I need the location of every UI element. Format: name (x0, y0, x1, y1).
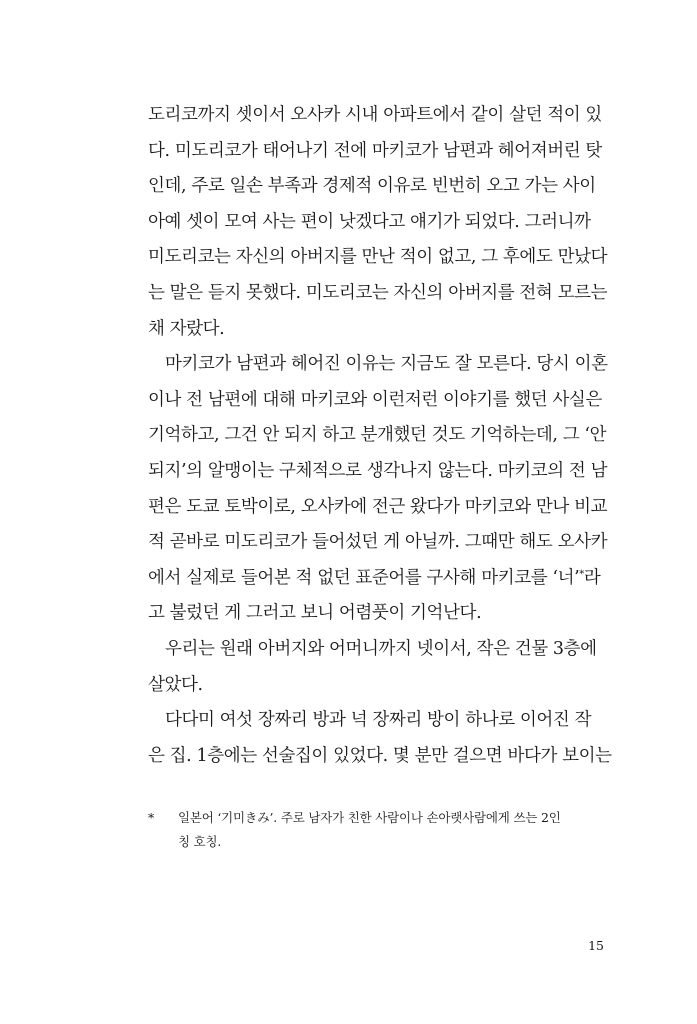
footnote-line: 일본어 ‘기미きみ’. 주로 남자가 친한 사람이나 손아랫사람에게 쓰는 2인 (178, 810, 561, 825)
text-line: 마키코가 남편과 헤어진 이유는 지금도 잘 모른다. 당시 이혼 (165, 354, 608, 375)
footnote-text (178, 806, 608, 854)
text-line: 은 집. 1층에는 선술집이 있었다. 몇 분만 걸으면 바다가 보이는 (148, 745, 612, 766)
text-line: 인데, 주로 일손 부족과 경제적 이유로 빈번히 오고 가는 사이 (148, 176, 596, 197)
text-line: 아예 셋이 모여 사는 편이 낫겠다고 얘기가 되었다. 그러니까 (148, 211, 591, 232)
text-line: 편은 도쿄 토박이로, 오사카에 전근 왔다가 마키코와 만나 비교 (148, 496, 608, 517)
footnote-row (148, 806, 608, 854)
text-line: 이나 전 남편에 대해 마키코와 이런저런 이야기를 했던 사실은 (148, 389, 602, 410)
text-line: 는 말은 듣지 못했다. 미도리코는 자신의 아버지를 전혀 모르는 (148, 282, 608, 303)
text-line: 살았다. (148, 674, 203, 695)
text-line-with-footnote (148, 561, 608, 597)
footnote-line: 칭 호칭. (178, 834, 222, 849)
footnote (148, 806, 608, 854)
text-line: 도리코까지 셋이서 오사카 시내 아파트에서 같이 살던 적이 있 (148, 105, 602, 125)
text-line: 다. 미도리코가 태어나기 전에 마키코가 남편과 헤어져버린 탓 (148, 140, 602, 161)
text-line: 우리는 원래 아버지와 어머니까지 넷이서, 작은 건물 3층에 (165, 638, 597, 659)
text-line: 되지’의 알맹이는 구체적으로 생각나지 않는다. 마키코의 전 남 (148, 460, 608, 481)
text-line: 고 불렀던 게 그러고 보니 어렴풋이 기억난다. (148, 603, 482, 624)
text-line: 다다미 여섯 장짜리 방과 넉 장짜리 방이 하나로 이어진 작 (165, 710, 592, 731)
text-line-part: 라 (583, 567, 601, 588)
text-line: 미도리코는 자신의 아버지를 만난 적이 없고, 그 후에도 만났다 (148, 247, 608, 268)
text-line: 기억하고, 그건 안 되지 하고 분개했던 것도 기억하는데, 그 ‘안 (148, 425, 607, 446)
footnote-reference: * (579, 568, 584, 580)
body-text (148, 98, 612, 774)
page-number: 15 (588, 938, 604, 953)
footnote-marker: * (148, 810, 155, 825)
text-line: 적 곧바로 미도리코가 들어섰던 게 아닐까. 그때만 해도 오사카 (148, 532, 608, 553)
text-line-part: 에서 실제로 들어본 적 없던 표준어를 구사해 마키코를 ‘너’ (148, 567, 580, 588)
text-line: 채 자랐다. (148, 318, 225, 339)
